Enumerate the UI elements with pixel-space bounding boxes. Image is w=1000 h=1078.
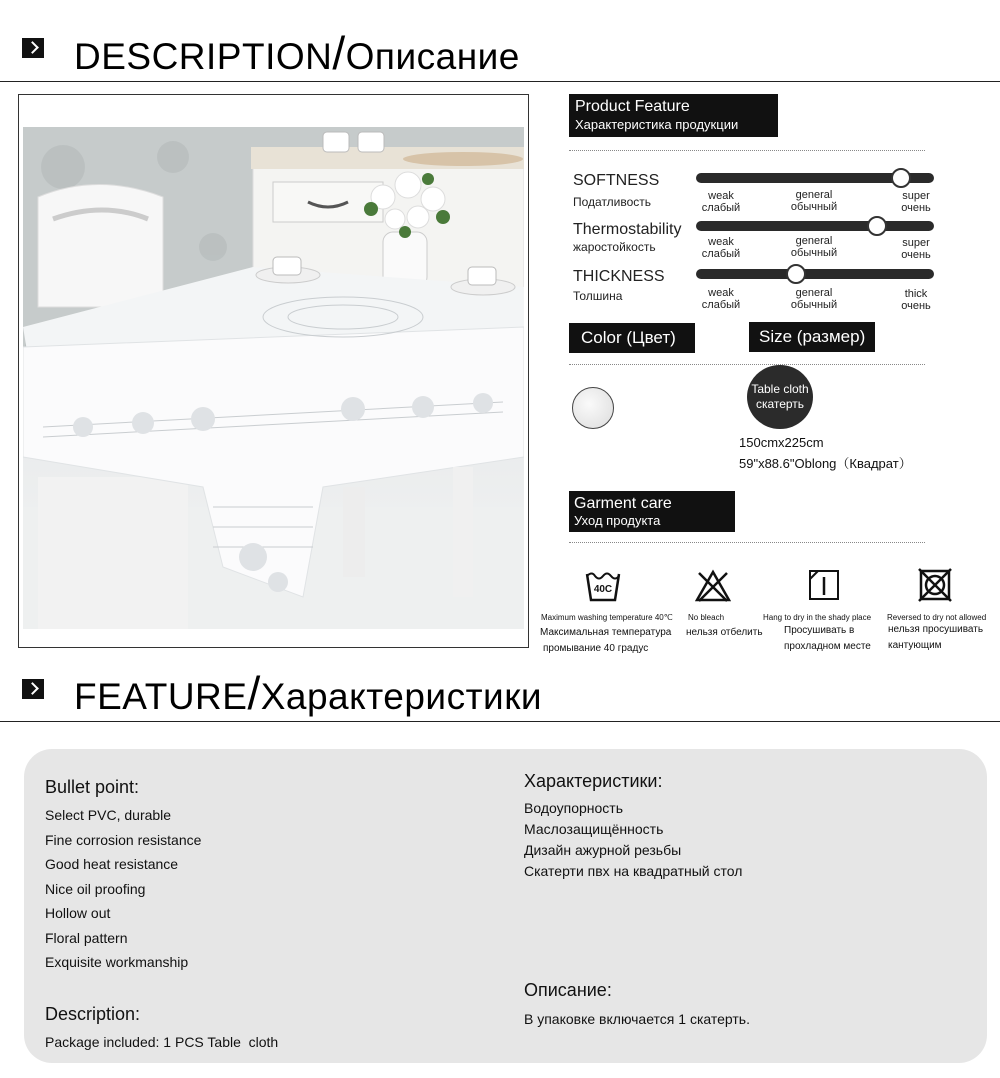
care-wash-ru2: промывание 40 градус — [543, 643, 649, 654]
garment-care-title-ru: Уход продукта — [574, 513, 661, 528]
list-item: Водоупорность — [524, 800, 623, 816]
size-label: Size (размер) — [749, 322, 875, 352]
care-shade-ru2: прохладном месте — [784, 641, 871, 652]
slider-thermostability-tick-weak: weak слабый — [701, 236, 741, 260]
slider-thickness-knob — [786, 264, 806, 284]
care-wash-en: Maximum washing temperature 40℃ — [541, 613, 673, 622]
slider-softness-tick-super: super очень — [901, 190, 931, 214]
list-item: Floral pattern — [45, 929, 128, 946]
color-label: Color (Цвет) — [569, 323, 695, 353]
list-item: Маслозащищённость — [524, 821, 664, 837]
feature-card — [24, 749, 987, 1063]
slider-thermostability-tick-super: super очень — [901, 237, 931, 261]
slider-thickness-tick-general: general обычный — [790, 287, 838, 311]
slider-thickness-tick-thick: thick очень — [901, 288, 931, 312]
ru-description-title: Описание: — [524, 980, 612, 1000]
bullet-point-title: Bullet point: — [45, 777, 140, 797]
description-text: Package included: 1 PCS Table cloth — [45, 1034, 279, 1050]
slider-thickness-sub: Толшина — [573, 289, 623, 303]
title-slash: / — [247, 667, 261, 719]
product-feature-label — [569, 94, 778, 137]
wash-temp-text: 40C — [593, 584, 613, 595]
size-dimensions-cm: 150cmx225cm — [739, 435, 824, 450]
list-item: Exquisite workmanship — [45, 954, 189, 970]
tablecloth-illustration — [23, 127, 524, 629]
description-title-en: DESCRIPTION — [74, 36, 333, 77]
care-reversed-ru1: нельзя просушивать — [888, 624, 984, 635]
care-bleach-en: No bleach — [688, 613, 725, 622]
list-item: Hollow out — [45, 905, 111, 921]
slider-thickness-tick-weak: weak слабый — [701, 287, 741, 311]
feature-title-en: FEATURE — [74, 676, 248, 717]
divider — [569, 150, 925, 151]
size-badge[interactable] — [747, 365, 813, 429]
care-wash-ru1: Максимальная температура — [540, 627, 672, 638]
divider — [569, 542, 925, 543]
feature-title-ru: Характеристики — [260, 676, 543, 717]
care-shade-en: Hang to dry in the shady place — [763, 613, 872, 622]
slider-softness-knob — [891, 168, 911, 188]
slider-thermostability-track — [696, 221, 934, 231]
slider-softness-tick-weak: weak слабый — [701, 190, 741, 214]
description-title-ru: Описание — [345, 36, 520, 77]
product-feature-title-ru: Характеристика продукции — [575, 117, 739, 132]
ru-description-text: В упаковке включается 1 скатерть. — [524, 1011, 750, 1027]
slider-thickness-name: THICKNESS — [573, 268, 665, 285]
list-item: Fine corrosion resistance — [45, 831, 202, 848]
ru-features-title: Характеристики: — [524, 771, 663, 791]
size-badge-line1: Table cloth — [751, 382, 809, 396]
garment-care-title-en: Garment care — [574, 495, 672, 512]
slider-thickness-track — [696, 269, 934, 279]
garment-care-label — [569, 491, 735, 532]
divider — [569, 364, 925, 365]
description-subtitle: Description: — [45, 1004, 141, 1024]
list-item: Скатерти пвх на квадратный стол — [524, 863, 743, 879]
list-item: Select PVC, durable — [45, 807, 172, 823]
arrow-right-icon — [22, 38, 44, 58]
feature-title — [74, 666, 542, 720]
product-photo — [23, 127, 524, 629]
slider-thermostability-knob — [867, 216, 887, 236]
no-tumble-dry-icon — [918, 568, 952, 602]
list-item: Дизайн ажурной резьбы — [524, 842, 682, 858]
care-reversed-ru2: кантующим — [888, 640, 942, 651]
product-feature-title-en: Product Feature — [575, 98, 690, 115]
list-item: Good heat resistance — [45, 856, 179, 872]
care-shade-ru1: Просушивать в — [784, 625, 855, 636]
color-swatch-white[interactable] — [572, 387, 614, 429]
size-badge-line2: скатерть — [755, 397, 805, 411]
slider-thermostability-tick-general: general обычный — [790, 235, 838, 259]
slider-softness-sub: Податливость — [573, 195, 652, 209]
no-bleach-icon — [695, 569, 731, 603]
care-bleach-ru1: нельзя отбелить — [686, 627, 763, 638]
description-title — [74, 26, 520, 80]
title-slash: / — [332, 27, 346, 79]
care-reversed-en: Reversed to dry not allowed — [887, 613, 987, 622]
ru-features-list — [524, 798, 742, 882]
feature-header — [0, 640, 1000, 722]
product-photo-frame — [18, 94, 529, 648]
slider-softness-tick-general: general обычный — [790, 189, 838, 213]
list-item: Nice oil proofing — [45, 880, 146, 897]
description-header — [0, 0, 1000, 82]
size-dimensions-in: 59"x88.6"Oblong（Квадрат） — [739, 456, 912, 471]
slider-thermostability-sub: жаростойкость — [573, 240, 656, 254]
wash-40-icon — [585, 570, 621, 604]
arrow-right-icon — [22, 679, 44, 699]
shade-dry-icon — [808, 569, 840, 601]
slider-softness-name: SOFTNESS — [573, 172, 660, 189]
slider-thermostability-name: Thermostability — [573, 221, 682, 238]
bullet-list — [45, 803, 201, 975]
